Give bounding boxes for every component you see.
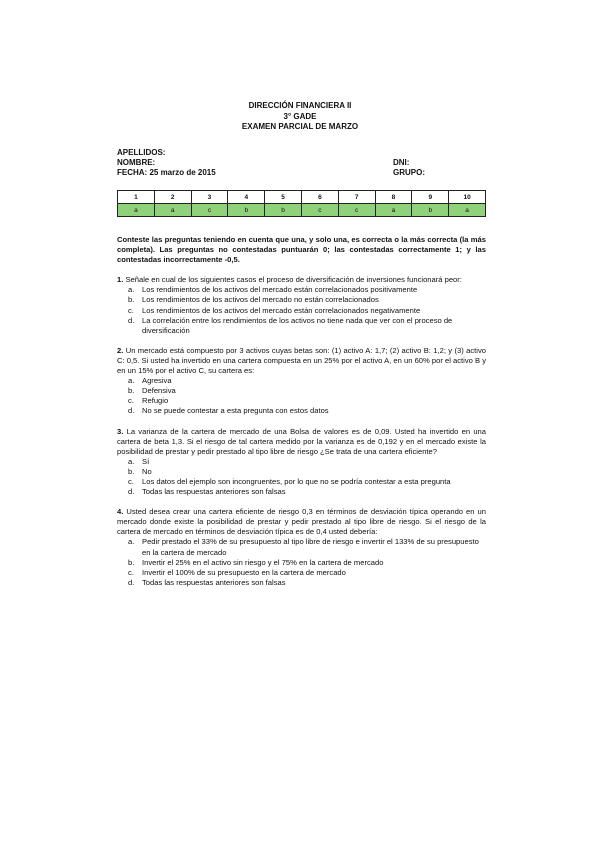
question-number-cell: 4 (228, 191, 265, 204)
answer-cell: a (449, 204, 486, 217)
answer-cell: b (412, 204, 449, 217)
option-c: c. Invertir el 100% de su presupuesto en la cartera de mercado (128, 567, 346, 577)
answer-table-numbers (118, 191, 486, 204)
question-number-cell: 7 (338, 191, 375, 204)
question-number: 2. (117, 345, 124, 355)
option-b: b. Los rendimientos de los activos del mercado no están correlacionados (128, 295, 379, 305)
question-1 (117, 275, 486, 336)
question-number: 3. (117, 426, 124, 436)
answer-cell: b (265, 204, 302, 217)
option-d: d. Todas las respuestas anteriores son falsas (128, 577, 286, 587)
answer-cell: c (191, 204, 228, 217)
nombre-label: NOMBRE: (117, 158, 156, 167)
question-number: 4. (117, 507, 124, 517)
question-4 (117, 507, 486, 588)
dni-label: DNI: (393, 158, 410, 167)
fecha-label: FECHA: 25 marzo de 2015 (117, 168, 216, 177)
grupo-label: GRUPO: (393, 168, 425, 177)
answer-cell: c (301, 204, 338, 217)
apellidos-label: APELLIDOS: (117, 148, 166, 157)
question-number-cell: 9 (412, 191, 449, 204)
student-info (117, 148, 487, 178)
option-d: d. Todas las respuestas anteriores son falsas (128, 487, 286, 497)
answer-table-answers (118, 204, 486, 217)
question-number-cell: 8 (375, 191, 412, 204)
option-c: c. Los rendimientos de los activos del mercado están correlacionados negativamente (128, 305, 421, 315)
option-a: a. Sí (128, 456, 150, 466)
course-grade: 3° GADE (283, 111, 317, 121)
option-b: b. Defensiva (128, 386, 176, 396)
exam-body (117, 235, 486, 598)
question-text: Un mercado está compuesto por 3 activos cuyas betas son: (1) activo A: 1,7; (2) activo B: 1,2; y (3) activo C: 0,5. Si usted ha invertido en una cartera compuesta en un 25% por el activo A, en un 60% por el activo B y en un 15% por el activo C, su cartera es: (117, 345, 486, 376)
question-number-cell: 3 (191, 191, 228, 204)
answer-cell: a (154, 204, 191, 217)
question-text: Señale en cual de los siguientes casos el proceso de diversificación de inversiones funcionará peor: (125, 275, 462, 285)
question-number-cell: 1 (118, 191, 155, 204)
answer-table (117, 190, 486, 217)
option-d: d. No se puede contestar a esta pregunta con estos datos (128, 406, 329, 416)
answer-cell: b (228, 204, 265, 217)
question-number-cell: 10 (449, 191, 486, 204)
answer-cell: c (338, 204, 375, 217)
answer-cell: a (375, 204, 412, 217)
option-a: a. Los rendimientos de los activos del mercado están correlacionados positivamente (128, 285, 418, 295)
question-text: La varianza de la cartera de mercado de una Bolsa de valores es de 0,09. Usted ha invertido en una cartera de beta 1,3. Si el riesgo de tal cartera medido por la varianza es de 0,192 y en el mercado existe la posibilidad de prestar y pedir prestado al tipo libre de riesgo ¿Se trata de una cartera eficiente? (117, 426, 486, 456)
question-number-cell: 2 (154, 191, 191, 204)
course-title: DIRECCIÓN FINANCIERA II (248, 101, 352, 110)
option-a: a. Pedir prestado el 33% de su presupuesto al tipo libre de riesgo e invertir el 133% de su presupuesto en la cartera de mercado (128, 537, 479, 557)
exam-title: EXAMEN PARCIAL DE MARZO (241, 122, 359, 131)
question-2 (117, 346, 486, 417)
question-text: Usted desea crear una cartera eficiente de riesgo 0,3 en términos de desviación típica operando en un mercado donde existe la posibilidad de prestar y pedir prestado al tipo libre de riesgo. Si el riesgo de la cartera de mercado en términos de desviación típica es de 0,4 usted debería: (117, 507, 486, 537)
question-number-cell: 5 (265, 191, 302, 204)
question-3 (117, 427, 486, 498)
question-number: 1. (117, 275, 124, 285)
question-number-cell: 6 (301, 191, 338, 204)
option-d: d. La correlación entre los rendimientos de los activos no tiene nada que ver con el proceso de diversificación (128, 315, 453, 335)
option-c: c. Refugio (128, 396, 169, 406)
option-a: a. Agresiva (128, 376, 172, 386)
option-b: b. No (128, 466, 152, 476)
option-c: c. Los datos del ejemplo son incongruentes, por lo que no se podría contestar a esta pregunta (128, 476, 451, 486)
instructions: Conteste las preguntas teniendo en cuenta que una, y solo una, es correcta o la más correcta (la más completa). Las preguntas no contestadas puntuarán 0; las contestadas correctamente 1; y las contestadas incorrectamente -0,5. (117, 235, 486, 265)
answer-cell: a (118, 204, 155, 217)
option-b: b. Invertir el 25% en el activo sin riesgo y el 75% en la cartera de mercado (128, 557, 384, 567)
exam-header (0, 101, 600, 133)
